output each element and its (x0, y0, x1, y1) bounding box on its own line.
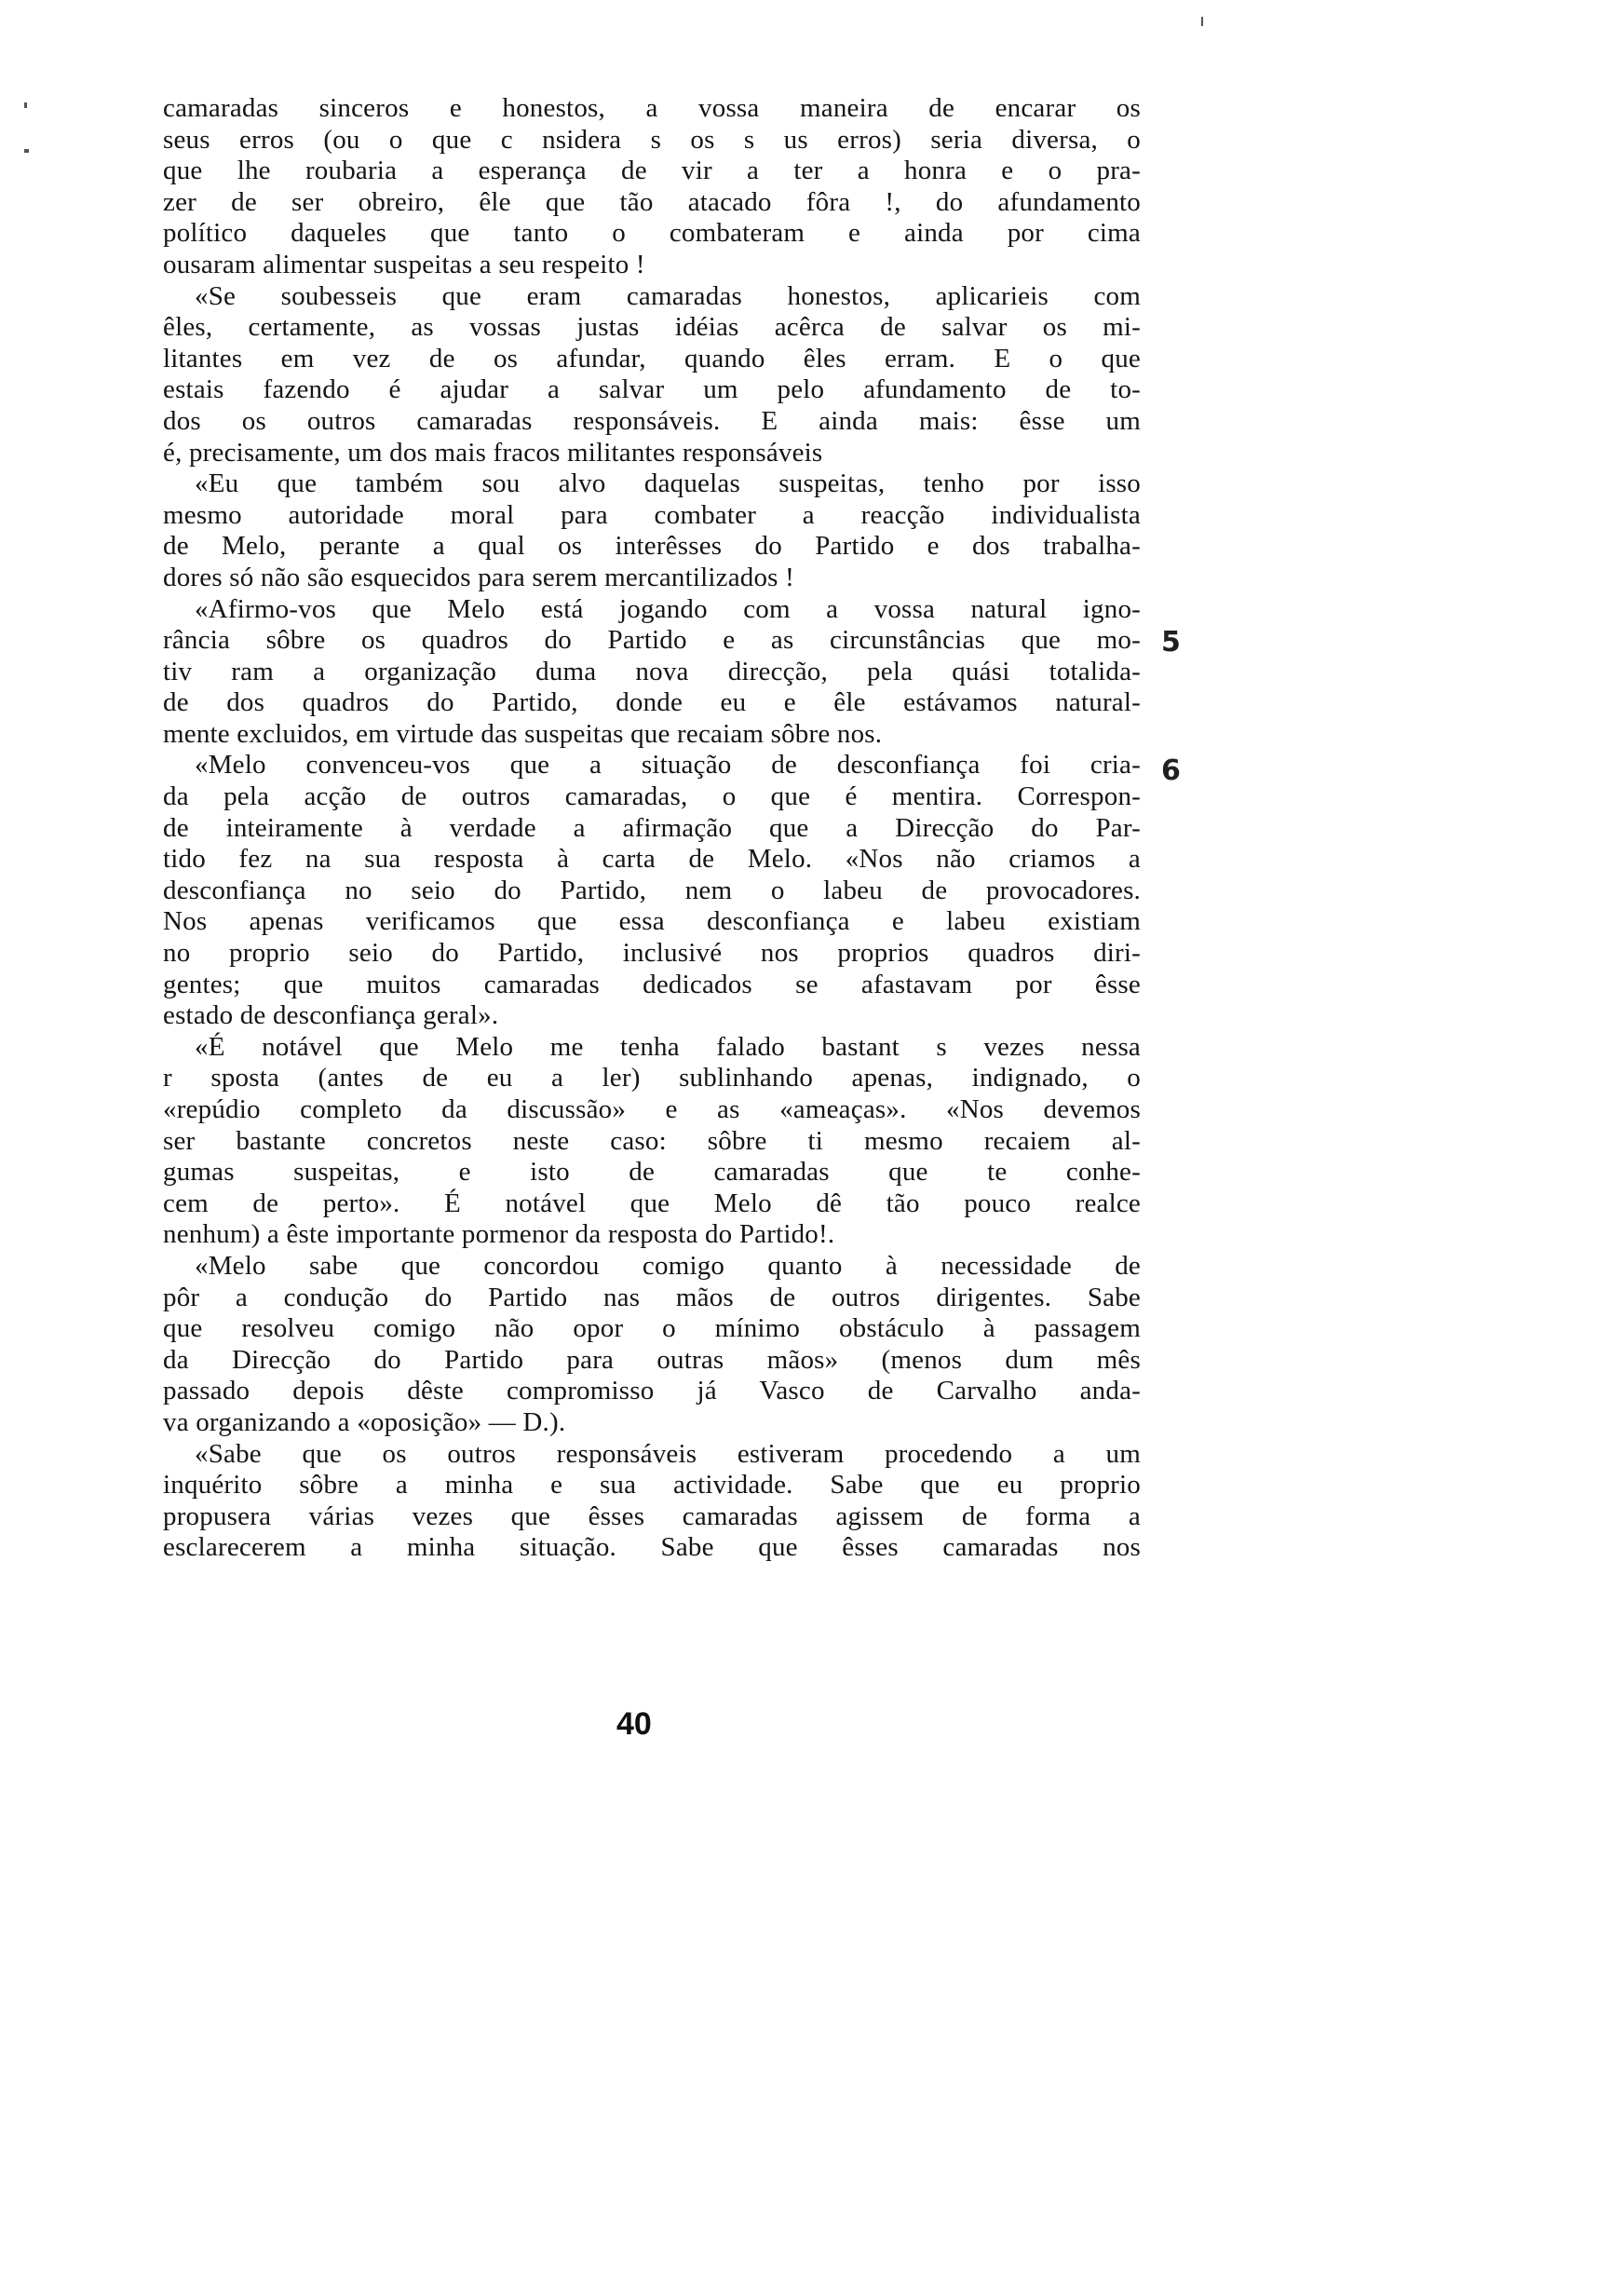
text-line: «Se soubesseis que eram camaradas honestos, aplicarieis com (195, 280, 1141, 311)
text-line: camaradas sinceros e honestos, a vossa maneira de encarar os (163, 93, 1141, 123)
text-line: «Melo sabe que concordou comigo quanto à necessidade de (195, 1250, 1141, 1281)
text-line: tido fez na sua resposta à carta de Melo. «Nos não criamos a (163, 844, 1141, 875)
text-line: ousaram alimentar suspeitas a seu respeito ! (163, 249, 645, 279)
text-line: mesmo autoridade moral para combater a reacção individualista (163, 499, 1141, 530)
text-line: inquérito sôbre a minha e sua actividade. Sabe que eu proprio (163, 1470, 1141, 1501)
body-text (163, 93, 1141, 1564)
text-line: passado depois dêste compromisso já Vasco de Carvalho anda- (163, 1376, 1141, 1406)
text-line: é, precisamente, um dos mais fracos militantes responsáveis (163, 437, 823, 468)
text-line: «Melo convenceu-vos que a situação de desconfiança foi cria- (195, 750, 1141, 781)
text-line: «É notável que Melo me tenha falado bastant s vezes nessa (195, 1031, 1141, 1062)
text-line: mente excluidos, em virtude das suspeitas que recaiam sôbre nos. (163, 718, 883, 749)
text-line: dores só não são esquecidos para serem mercantilizados ! (163, 562, 794, 592)
text-line: no proprio seio do Partido, inclusivé nos proprios quadros diri- (163, 938, 1141, 969)
text-line: de Melo, perante a qual os interêsses do Partido e dos trabalha- (163, 531, 1141, 562)
text-line: propusera várias vezes que êsses camaradas agissem de forma a (163, 1501, 1141, 1531)
scan-speck (1201, 17, 1203, 26)
margin-mark: 5 (1161, 626, 1181, 659)
text-line: estais fazendo é ajudar a salvar um pelo afundamento de to- (163, 374, 1141, 405)
text-line: «Afirmo-vos que Melo está jogando com a vossa natural igno- (195, 593, 1141, 624)
text-line: rância sôbre os quadros do Partido e as circunstâncias que mo- (163, 625, 1141, 656)
text-line: de dos quadros do Partido, donde eu e êle estávamos natural- (163, 687, 1141, 718)
text-line: da Direcção do Partido para outras mãos» (menos dum mês (163, 1344, 1141, 1375)
text-line: estado de desconfiança geral». (163, 1000, 499, 1031)
text-line: ser bastante concretos neste caso: sôbre ti mesmo recaiem al- (163, 1125, 1141, 1156)
scan-speck (24, 149, 29, 153)
text-line: litantes em vez de os afundar, quando êles erram. E o que (163, 343, 1141, 373)
margin-mark: 6 (1161, 754, 1181, 787)
text-line: da pela acção de outros camaradas, o que é mentira. Correspon- (163, 781, 1141, 812)
text-line: que lhe roubaria a esperança de vir a ter a honra e o pra- (163, 156, 1141, 186)
text-line: cem de perto». É notável que Melo dê tão pouco realce (163, 1188, 1141, 1218)
text-line: «Sabe que os outros responsáveis estiveram procedendo a um (195, 1438, 1141, 1469)
text-line: r sposta (antes de eu a ler) sublinhando apenas, indignado, o (163, 1063, 1141, 1093)
text-line: va organizando a «oposição» — D.). (163, 1406, 566, 1437)
page-number: 40 (616, 1706, 652, 1742)
text-line: político daqueles que tanto o combateram e ainda por cima (163, 218, 1141, 249)
text-line: Nos apenas verificamos que essa desconfiança e labeu existiam (163, 906, 1141, 937)
text-line: tiv ram a organização duma nova direcção, pela quási totalida- (163, 656, 1141, 686)
text-line: que resolveu comigo não opor o mínimo obstáculo à passagem (163, 1313, 1141, 1344)
text-line: seus erros (ou o que c nsidera s os s us erros) seria diversa, o (163, 124, 1141, 155)
scan-speck (24, 102, 27, 108)
text-line: de inteiramente à verdade a afirmação que a Direcção do Par- (163, 812, 1141, 843)
text-line: nenhum) a êste importante pormenor da resposta do Partido!. (163, 1219, 835, 1250)
text-line: «repúdio completo da discussão» e as «ameaças». «Nos devemos (163, 1094, 1141, 1124)
text-line: zer de ser obreiro, êle que tão atacado fôra !, do afundamento (163, 186, 1141, 217)
text-line: dos os outros camaradas responsáveis. E ainda mais: êsse um (163, 405, 1141, 436)
text-line: gentes; que muitos camaradas dedicados se afastavam por êsse (163, 969, 1141, 999)
text-line: pôr a condução do Partido nas mãos de outros dirigentes. Sabe (163, 1282, 1141, 1312)
text-line: desconfiança no seio do Partido, nem o labeu de provocadores. (163, 875, 1141, 905)
text-line: êles, certamente, as vossas justas idéias acêrca de salvar os mi- (163, 312, 1141, 343)
text-line: esclarecerem a minha situação. Sabe que êsses camaradas nos (163, 1532, 1141, 1563)
text-line: gumas suspeitas, e isto de camaradas que te conhe- (163, 1157, 1141, 1188)
text-line: «Eu que também sou alvo daquelas suspeitas, tenho por isso (195, 469, 1141, 499)
